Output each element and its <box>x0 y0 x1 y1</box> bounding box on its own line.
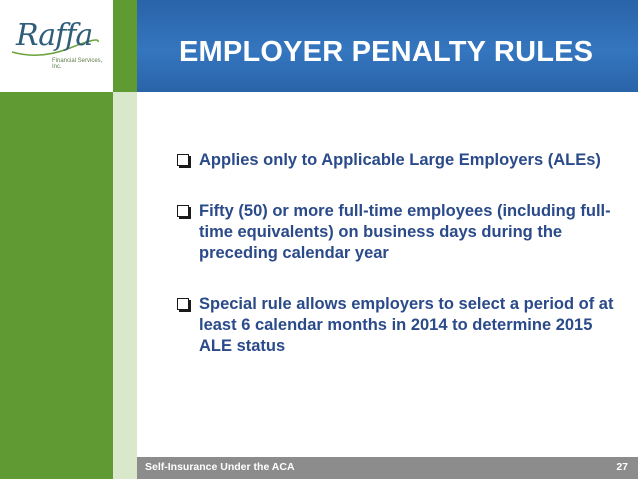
bullet-item <box>177 201 617 264</box>
bullet-text: Special rule allows employers to select a period of at least 6 calendar months in 2014 to determine 2015 ALE status <box>199 295 614 355</box>
checkbox-bullet-icon <box>177 205 189 217</box>
header-banner <box>137 0 638 92</box>
footer-text: Self-Insurance Under the ACA <box>145 461 295 473</box>
bullet-text: Fifty (50) or more full-time employees (including full-time equivalents) on business days during the preceding calendar year <box>199 202 611 262</box>
bullet-text: Applies only to Applicable Large Employers (ALEs) <box>199 151 601 169</box>
top-green-stripe-overlay <box>113 0 137 92</box>
left-green-bar <box>0 92 113 479</box>
checkbox-bullet-icon <box>177 154 189 166</box>
bullet-list <box>177 150 617 387</box>
footer-bar <box>137 457 638 479</box>
checkbox-bullet-icon <box>177 298 189 310</box>
logo <box>0 0 113 92</box>
logo-subtitle: Financial Services, Inc. <box>52 58 103 70</box>
page-number: 27 <box>616 461 628 473</box>
bullet-item <box>177 150 617 171</box>
page-title: EMPLOYER PENALTY RULES <box>179 36 594 68</box>
bullet-item <box>177 294 617 357</box>
logo-script: Raffa <box>16 18 93 53</box>
